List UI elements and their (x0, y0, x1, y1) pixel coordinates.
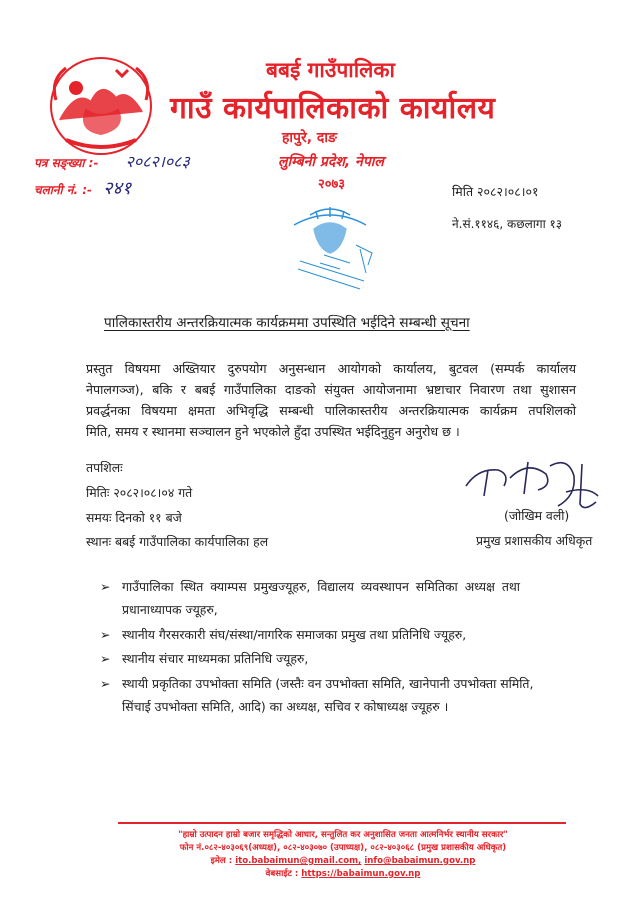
nepal-sambat-date: ने.सं.११४६, कछलागा १३ (452, 217, 563, 231)
body-line: प्रस्तुत विषयमा अख्तियार दुरुपयोग अनुसन्धान आयोगको कार्यालय, बुटवल (सम्पर्क कार्यालय (86, 361, 576, 376)
municipality-name: बबई गाउँपालिका (266, 58, 395, 82)
footer-email (128, 854, 558, 866)
signature (458, 456, 608, 514)
recipient-item (100, 626, 466, 643)
event-date: मितिः २०८२।०८।०४ गते (86, 485, 193, 500)
details-heading: तपशिलः (86, 460, 123, 475)
notice-body (86, 358, 576, 442)
recipient-text: स्थानीय संचार माध्यमका प्रतिनिधि ज्यूहरु, (122, 651, 309, 666)
arrow-bullet-icon: ➢ (100, 579, 111, 594)
website-link[interactable]: https://babaimun.gov.np (301, 869, 421, 879)
patra-value: २०८२।०८३ (125, 152, 190, 171)
chalani-value: २४१ (103, 178, 132, 199)
recipient-text: स्थानीय गैरसरकारी संघ/संस्था/नागरिक समाजका प्रमुख तथा प्रतिनिधि ज्यूहरु, (122, 627, 467, 642)
recipient-item (100, 578, 521, 617)
notice-title: पालिकास्तरीय अन्तरक्रियात्मक कार्यक्रममा उपस्थिति भईदिने सम्बन्धी सूचना (104, 315, 470, 331)
recipient-text: स्थायी प्रकृतिका उपभोक्ता समिति (जस्तैः वन उपभोक्ता समिति, खानेपानी उपभोक्ता समिति, (122, 676, 534, 691)
office-name: गाउँ कार्यपालिकाको कार्यालय (170, 91, 496, 126)
patra-sankhya (34, 150, 190, 172)
patra-label: पत्र सङ्ख्या :- (34, 156, 99, 170)
footer-phones: फोन नं.०८२-४०३०६९(अध्यक्ष), ०८२-४०३०७० (उपाध्यक्ष), ०८२-४०३०६८ (प्रमुख प्रशासकीय अधिकृत) (179, 843, 507, 853)
signatory-designation: प्रमुख प्रशासकीय अधिकृत (476, 533, 593, 548)
email-label: इमेल : (210, 856, 233, 866)
office-address: हापुरे, दाङ (282, 130, 337, 146)
letter-date: मिति २०८२।०८।०१ (452, 184, 539, 199)
chalani-number (34, 176, 131, 200)
body-line: प्रवर्द्धनका विषयमा क्षमता अभिवृद्धि सम्बन्धी पालिकास्तरीय अन्तरक्रियात्मक कार्यक्रम तपशिलको (86, 403, 576, 418)
arrow-bullet-icon: ➢ (100, 676, 111, 691)
email-link-2[interactable]: info@babaimun.gov.np (364, 856, 476, 866)
body-line: मिति, समय र स्थानमा सञ्चालन हुने भएकोले हुँदा उपस्थित भईदिनुहुन अनुरोध छ । (86, 424, 460, 439)
event-venue: स्थानः बबई गाउँपालिका कार्यपालिका हल (86, 534, 269, 549)
footer-website (128, 867, 558, 879)
recipient-text: गाउँपालिका स्थित क्याम्पस प्रमुखज्यूहरु, विद्यालय व्यवस्थापन समितिका अध्यक्ष तथा (122, 579, 521, 594)
arrow-bullet-icon: ➢ (100, 627, 111, 642)
recipient-text-cont: सिंचाई उपभोक्ता समिति, आदि) का अध्यक्ष, सचिव र कोषाध्यक्ष ज्यूहरु । (122, 699, 449, 714)
signatory-name: (जोखिम वली) (504, 508, 570, 523)
footer-slogan: "हाम्रो उत्पादन हाम्रो बजार समृद्धिको आधार, सन्तुलित कर अनुशासित जनता आत्मनिर्भर स्थानीय सरकार" (178, 830, 508, 840)
nepal-emblem-logo (46, 50, 156, 158)
chalani-label: चलानी नं. :- (34, 183, 92, 197)
office-stamp (280, 205, 380, 295)
body-line: नेपालगञ्ज), बकि र बबई गाउँपालिका दाङको संयुक्त आयोजनामा भ्रष्टाचार निवारण तथा सुशासन (86, 382, 576, 397)
province-name: लुम्बिनी प्रदेश, नेपाल (278, 154, 384, 170)
established-year: २०७३ (318, 177, 346, 192)
email-link-1[interactable]: ito.babaimun@gmail.com, (235, 856, 362, 866)
footer-divider (118, 822, 566, 824)
website-label: वेबसाईट : (265, 869, 299, 879)
event-time: समयः दिनको ११ बजे (86, 510, 182, 525)
recipient-item (100, 650, 308, 667)
arrow-bullet-icon: ➢ (100, 651, 111, 666)
recipient-item (100, 675, 534, 714)
recipient-text-cont: प्रधानाध्यापक ज्यूहरु, (122, 602, 218, 617)
